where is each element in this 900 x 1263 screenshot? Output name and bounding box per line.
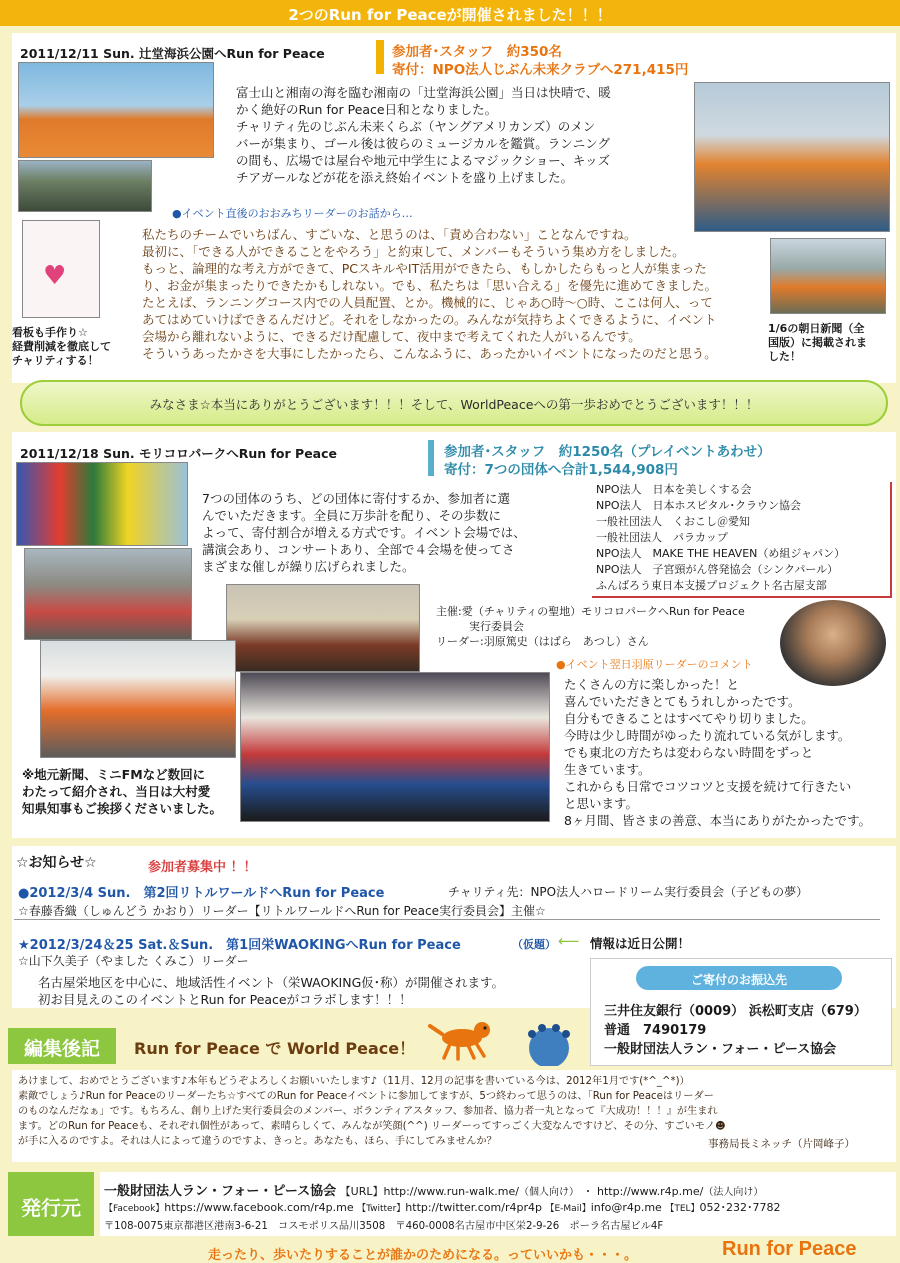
event2-photo-leader: [780, 600, 886, 686]
arrow-left-icon: ⟵: [558, 932, 580, 950]
url-separator: ・: [582, 1185, 594, 1198]
caption-line: 知県知事もご挨拶くださいました。: [22, 801, 223, 816]
comment-line: これからも日常でコツコツと支援を続けて行きたい: [564, 779, 852, 794]
comment-line: でも東北の方たちは変わらない時間をずっと: [564, 745, 814, 760]
header-title: 2つのRun for Peaceが開催されました！！！: [288, 6, 612, 24]
leader-text-line: もっと、論理的な考え方ができて、PCスキルやIT活用ができたら、もしかしたらもっと人が集まった: [142, 261, 707, 276]
caption-line: 看板も手作り☆: [12, 326, 88, 339]
publisher-line-1: [104, 1180, 763, 1199]
twitter-link[interactable]: http://twitter.com/r4pr4p: [405, 1201, 542, 1214]
organizer-line: 主催:愛（チャリティの聖地）モリコロパークへRun for Peace: [436, 605, 745, 618]
event1-photo-runners: [770, 238, 886, 314]
comment-line: 自分もできることはすべてやり切りました。: [564, 711, 814, 726]
comment-line: 喜んでいただきとてもうれしかったです。: [564, 694, 801, 709]
editorial-line: あけまして、おめでとうございます♪本年もどうぞよろしくお願いいたします♪（11月、12月の記事を書いている今は、2012年1月です(*^_^*)）: [18, 1076, 690, 1087]
event1-photo-goal: [694, 82, 890, 232]
notice-item1-leader: ☆春藤香織（しゅんどう かおり）リーダー【リトルワールドへRun for Peace実行委員会】主催☆: [18, 904, 546, 918]
event1-leader-heading: ●イベント直後のおおみちリーダーのお話から…: [172, 207, 413, 220]
event2-body-line: 7つの団体のうち、どの団体に寄付するか、参加者に選: [202, 491, 510, 506]
event1-body-line: チアガールなどが花を添え終始イベントを盛り上げました。: [236, 170, 574, 185]
facebook-label: 【Facebook】: [104, 1204, 165, 1214]
notice-item2-leader: ☆山下久美子（やました くみこ）リーダー: [18, 954, 249, 968]
comment-line: たくさんの方に楽しかった！と: [564, 677, 740, 692]
twitter-label: 【Twitter】: [357, 1204, 406, 1214]
comment-line: と思います。: [564, 796, 639, 811]
leader-text-line: そういうあったかさを大事にしたかったら、こんなふうに、あったかいイベントになったのだと思う。: [142, 346, 717, 361]
facebook-link[interactable]: https://www.facebook.com/r4p.me: [164, 1201, 354, 1214]
event2-body: [202, 490, 592, 575]
notice-label: ☆お知らせ☆: [16, 855, 97, 871]
event2-comment: [564, 676, 894, 829]
notice-item2-info: 情報は近日公開！: [590, 936, 691, 951]
event1-news-caption: [768, 322, 894, 364]
event2-photo-crowd: [24, 548, 192, 640]
event1-body-line: チャリティ先のじぶん未来くらぶ（ヤングアメリカンズ）のメン: [236, 119, 596, 134]
event1-body-line: かく絶好のRun for Peace日和となりました。: [236, 102, 498, 117]
footer-tagline: 走ったり、歩いたりすることが誰かのためになる。っていいかも・・・。: [208, 1248, 638, 1263]
event1-photo-sign: [22, 220, 100, 318]
leader-text-line: 会場から離れないように、できるだけ配慮して、夜中まで考えてくれた人がいるんです。: [142, 329, 641, 344]
caption-line: 国版）に掲載されま: [768, 336, 867, 349]
leader-text-line: 最初に、「できる人ができることをやろう」と約束して、メンバーもそういう集め方をしました。: [142, 244, 685, 259]
editorial-signature: 事務局長ミネッチ（片岡峰子）: [708, 1138, 855, 1150]
tel-label: 【TEL】: [665, 1204, 700, 1214]
org-list-item: NPO法人 日本ホスピタル･クラウン協会: [596, 499, 802, 512]
event2-body-line: んでいただきます。全員に万歩計を配り、その歩数に: [202, 508, 502, 523]
tel-value: 052･232･7782: [699, 1201, 781, 1214]
event2-participants: 参加者･スタッフ 約1250名（プレイベントあわせ）: [444, 444, 771, 460]
bank-line-3: 一般財団法人ラン・フォー・ピース協会: [604, 1042, 837, 1057]
event1-leader-text: [142, 226, 762, 362]
event2-accent-bar: [428, 440, 434, 476]
org-list: [592, 482, 892, 598]
comment-line: 生きています。: [564, 762, 651, 777]
bank-heading: ご寄付のお振込先: [690, 973, 787, 987]
notice-item2-desc: [38, 974, 598, 1008]
event2-body-line: よって、寄付割合が増える方式です。イベント会場では、: [202, 525, 526, 540]
caption-line: 経費削減を徹底して: [12, 340, 111, 353]
leader-text-line: たとえば、ランニングコース内での人員配置、とか。機械的に、じゃあ○時～○時、ここは何人、って: [142, 295, 713, 310]
publisher-label: 発行元: [21, 1196, 81, 1220]
org-list-item: 一般社団法人 パラカップ: [596, 531, 728, 544]
url-label: 【URL】: [339, 1185, 384, 1198]
event2-body-line: 講演会あり、コンサートあり、全部で４会場を使ってさ: [202, 542, 515, 557]
leader-text-line: 私たちのチームでいちばん、すごいな、と思うのは、「責め合わない」ことなんですね。: [142, 227, 637, 242]
globe-icon: [522, 1018, 576, 1066]
url-link-personal[interactable]: http://www.run-walk.me/: [383, 1185, 519, 1198]
org-list-item: NPO法人 MAKE THE HEAVEN（め組ジャパン）: [596, 547, 846, 560]
notice-item1-charity: チャリティ先：NPO法人ハロードリーム実行委員会（子どもの夢）: [448, 885, 809, 899]
event2-photo-drums: [226, 584, 420, 672]
dog-icon: [428, 1012, 500, 1062]
event1-donation: 寄付：NPO法人じぶん未来クラブへ271,415円: [392, 62, 689, 78]
publisher-org: 一般財団法人ラン・フォー・ピース協会: [104, 1184, 337, 1199]
desc-line: 初お目見えのこのイベントとRun for Peaceがコラボします！！！: [38, 992, 412, 1007]
editorial-line: が手に入るのですよ。それは人によって違うのですよ、きっと。あなたも、ほら、手にしてみませんか？: [18, 1136, 497, 1147]
notice-recruit: 参加者募集中 ！！: [148, 860, 257, 875]
editorial-line: のものなんだなぁ」です。もちろん、創り上げた実行委員会のメンバー、ボランティアスタッフ、参加者、協力者一丸となって『大成功！！！』が生まれ: [18, 1106, 718, 1117]
caption-line: ※地元新聞、ミニFMなど数回に: [22, 767, 206, 782]
org-list-item: ふんばろう東日本支援プロジェクト名古屋支部: [596, 579, 827, 592]
event1-sign-caption: [12, 326, 152, 368]
notice-item2-title: ★2012/3/24＆25 Sat.＆Sun. 第1回栄WAOKINGへRun for Peace: [18, 938, 461, 953]
notice-item2-tag: （仮題）: [512, 938, 556, 951]
event1-body-line: 富士山と湘南の海を臨む湘南の「辻堂海浜公園」当日は快晴で、暖: [236, 85, 611, 100]
editorial-line: ます。どのRun for Peaceも、それぞれ個性があって、素晴らしくて、みんなが笑顔(^^) リーダーってすっごく大変なんですけど、その分、すごいモノ☻: [18, 1121, 726, 1132]
leader-text-line: あてはめていけばできるんだけど。それをしなかったの。みんなが気持ちよくできるように、イベント: [142, 312, 717, 327]
event2-photo-rangers: [16, 462, 188, 546]
event2-press-caption: [22, 766, 238, 817]
caption-line: チャリティする！: [12, 354, 99, 367]
event1-body-line: の間も、広場では屋台や地元中学生によるマジックショー、キッズ: [236, 153, 611, 168]
bank-line-1: 三井住友銀行（0009） 浜松町支店（679）: [604, 1004, 867, 1019]
url-note-corporate: （法人向け）: [703, 1187, 764, 1198]
url-note-personal: （個人向け）: [518, 1187, 579, 1198]
editorial-headline: Run for Peace で World Peace！: [134, 1039, 416, 1058]
org-list-item: 一般社団法人 くおこし＠愛知: [596, 515, 750, 528]
editorial-label: 編集後記: [23, 1038, 100, 1060]
publisher-line-2: [104, 1199, 781, 1215]
footer-logo: Run for Peace: [722, 1238, 857, 1260]
event1-title: 2011/12/11 Sun. 辻堂海浜公園へRun for Peace: [20, 46, 325, 61]
bank-line-2: 普通 7490179: [604, 1023, 707, 1038]
org-list-item: NPO法人 日本を美しくする会: [596, 483, 752, 496]
event1-photo-group: [18, 62, 214, 158]
email-link[interactable]: info@r4p.me: [590, 1201, 662, 1214]
desc-line: 名古屋栄地区を中心に、地域活性イベント（栄WAOKING仮･称）が開催されます。: [38, 975, 505, 990]
event1-accent-bar: [376, 40, 384, 74]
event2-photo-stage: [240, 672, 550, 822]
heart-icon: ♥: [43, 261, 67, 291]
thanks-banner-text: みなさま☆本当にありがとうございます！！！そして、WorldPeaceへの第一歩おめでとうございます！！！: [149, 397, 759, 412]
caption-line: した！: [768, 350, 801, 363]
event2-title: 2011/12/18 Sun. モリコロパークへRun for Peace: [20, 446, 337, 461]
url-link-corporate[interactable]: http://www.r4p.me/: [596, 1185, 704, 1198]
event1-participants: 参加者･スタッフ 約350名: [392, 44, 562, 60]
publisher-address: 〒108-0075東京都港区港南3-6-21 コスモポリス品川3508 〒460-0008名古屋市中区栄2-9-26 ポーラ名古屋ビル4F: [104, 1221, 664, 1232]
email-label: 【E-Mail】: [545, 1204, 591, 1214]
caption-line: 1/6の朝日新聞（全: [768, 322, 865, 335]
event2-body-line: まざまな催しが繰り広げられました。: [202, 559, 415, 574]
event1-body-line: バーが集まり、ゴール後は彼らのミュージカルを鑑賞。ランニング: [236, 136, 611, 151]
event2-photo-goal: [40, 640, 236, 758]
event2-donation: 寄付：7つの団体へ合計1,544,908円: [444, 462, 678, 478]
comment-line: 8ヶ月間、皆さまの善意、本当にありがたかったです。: [564, 813, 871, 828]
leader-text-line: り、お金が集まったりできたかもしれない。でも、私たちは「思い合える」を優先に進めてきました。: [142, 278, 718, 293]
event2-organizer: [436, 604, 776, 649]
caption-line: わたって紹介され、当日は大村愛: [22, 784, 211, 799]
organizer-line: 実行委員会: [436, 620, 524, 633]
editorial-line: 素敵でしょう♪Run for Peaceのリーダーたち☆すべてのRun for Peaceイベントに参加してますが、5つ終わって思うのは、「Run for Peaceはリーダー: [18, 1091, 714, 1102]
event1-body: [236, 84, 686, 186]
notice-item1-title: ●2012/3/4 Sun. 第2回リトルワールドへRun for Peace: [18, 886, 385, 901]
comment-line: 今時は少し時間がゆったり流れている気がします。: [564, 728, 851, 743]
organizer-line: リーダー:羽原篤史（はばら あつし）さん: [436, 635, 649, 648]
event1-photo-crowd: [18, 160, 152, 212]
org-list-item: NPO法人 子宮頸がん啓発協会（シンクパール）: [596, 563, 839, 576]
event2-comment-heading: ●イベント翌日羽原リーダーのコメント: [556, 658, 753, 671]
